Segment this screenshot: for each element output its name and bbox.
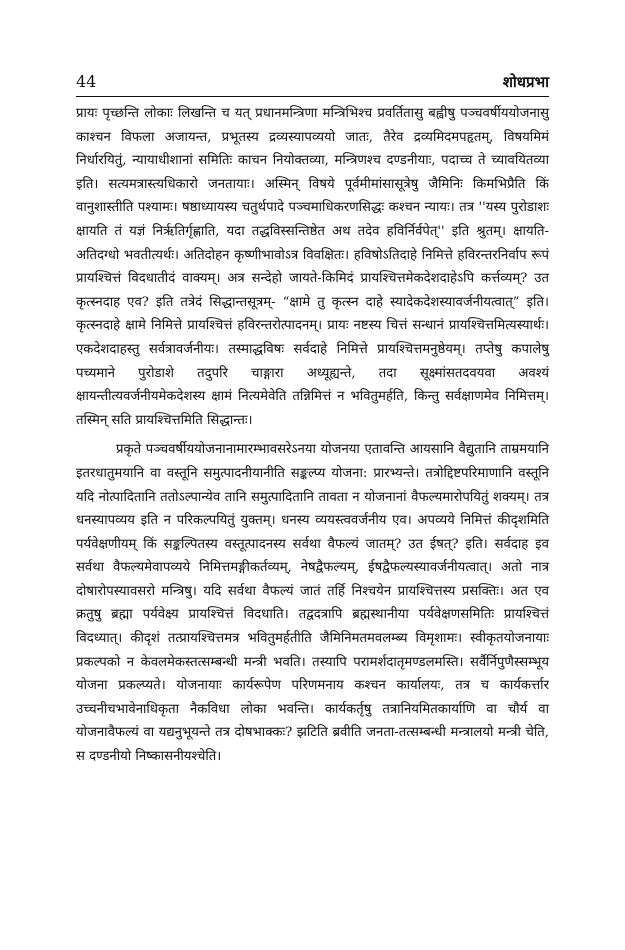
page-header (76, 70, 549, 97)
article-body (76, 102, 549, 769)
paragraph: प्रकृते पञ्चवर्षीययोजनानामारम्भावसरेऽनया योजनया एतावन्ति आयसानि वैद्युतानि ताम्रमयानि इतरधातुमयानि वा वस्तूनि समुत्पादनीयानीति सङ्कल्प्य योजना: प्रारभ्यन्ते। तत्रोद्दिष्टपरिमाणानि वस्तूनि यदि नोत्पादितानि ततोऽल्पान्येव तानि समुत्पादितानि तावता न योजनानां वैफल्यमारोपयितुं शक्यम्। तत्र धनस्यापव्यय इति न परिकल्पयितुं युक्तम्। धनस्य व्ययस्त्ववर्जनीय एव। अपव्यये निमित्तं कीदृशमिति पर्यवेक्षणीयम् किं सङ्कल्पितस्य वस्तूत्पादनस्य सर्वथा वैफल्यं जातम्? उत ईषत्? इति। सर्वदाह इव सर्वथा वैफल्यमेवापव्यये निमित्तमङ्गीकर्तव्यम्, नेषद्वैफल्यम्, ईषद्वैफल्यस्यावर्जनीयत्वात्। अतो नात्र दोषारोपस्यावसरो मन्त्रिषु। यदि सर्वथा वैफल्यं जातं तर्हि निश्चयेन प्रायश्चित्तस्य प्रसक्तिः। अत एव क्रतुषु ब्रह्मा पर्यवेक्ष्य प्रायश्चित्तं विदधाति। तद्वदत्रापि ब्रह्मस्थानीया पर्यवेक्षणसमितिः प्रायश्चित्तं विदध्यात्। कीदृशं तत्प्रायश्चित्तमत्र भवितुमर्हतीति जैमिनिमतमवलम्ब्य विमृशामः। स्वीकृतयोजनायाः प्रकल्पको न केवलमेकस्तत्सम्बन्धी मन्त्री भवति। तस्यापि परामर्शदातृमण्डलमस्ति। सर्वैर्निपुणैस्सम्भूय योजना प्रकल्प्यते। योजनायाः कार्यरूपेण परिणमनाय कश्चन कार्यालयः, तत्र च कार्यकर्त्तार उच्चनीचभावेनाधिकृता नैकविधा लोका भवन्ति। कार्यकर्तृषु तत्रानियमितकार्याणि वा चौर्य वा योजनावैफल्यं वा यद्यनुभूयन्ते तत्र दोषभाक्कः? झटिति ब्रवीति जनता-तत्सम्बन्धी मन्त्रालयो मन्त्री चेति, स दण्डनीयो निष्कासनीयश्चेति। (76, 442, 549, 765)
journal-title: शोधप्रभा (502, 73, 549, 91)
page-number: 44 (76, 72, 97, 91)
paragraph: प्रायः पृच्छन्ति लोकाः लिखन्ति च यत् प्रधानमन्त्रिणा मन्त्रिभिश्च प्रवर्तितासु बह्वीषु पञ्चवर्षीययोजनासु काश्चन विफला अजायन्त, प्रभूतस्य द्रव्यस्यापव्ययो जातः, तैरेव द्रव्यमिदमपहृतम्, विषयमिमं निर्धारयितुं, न्यायाधीशानां समितिः काचन नियोक्तव्या, मन्त्रिणश्च दण्डनीयाः, पदाच्च ते च्यावयितव्या इति। सत्यमत्रास्त्यधिकारो जनतायाः। अस्मिन् विषये पूर्वमीमांसासूत्रेषु जैमिनिः किमभिप्रैति किं वानुशास्तीति पश्यामः। षष्ठाध्यायस्य चतुर्थपादे पञ्चमाधिकरणसिद्धः कश्चन न्यायः। तत्र ''यस्य पुरोडाशः क्षायति तं यज्ञं निर्ऋतिर्गृह्णाति, यदा तद्धविस्सन्तिष्ठेत अथ तदेव हविर्निर्वपेत्'' इति श्रुतम्। क्षायति-अतिदग्धो भवतीत्यर्थः। अतिदोहन कृष्णीभावोऽत्र विवक्षितः। हविषोऽतिदाहे निमित्ते हविरन्तरनिर्वाप रूपं प्रायश्चित्तं विदधातीदं वाक्यम्। अत्र सन्देहो जायते-किमिदं प्रायश्चित्तमेकदेशदाहेऽपि कर्त्तव्यम्? उत कृत्स्नदाह एव? इति तत्रेदं सिद्धान्तसूत्रम्- “क्षामे तु कृत्स्न दाहे स्यादेकदेशस्यावर्जनीयत्वात्” इति। कृत्स्नदाहे क्षामे निमित्ते प्रायश्चित्तं हविरन्तरोत्पादनम्। प्रायः नष्टस्य चित्तं सन्धानं प्रायश्चित्तमित्यस्यार्थः। एकदेशदाहस्तु सर्वत्रावर्जनीयः। तस्माद्धविषः सर्वदाहे निमित्ते प्रायश्चित्तमनुष्ठेयम्। तप्तेषु कपालेषु पच्यमाने पुरोडाशे तदुपरि चाङ्गारा अध्यूह्यन्ते, तदा सूक्ष्मांसतदवयवा अवश्यं क्षायन्तीत्यवर्जनीयमेकदेशस्य क्षामं नित्यमेवेति तन्निमित्तं न भवितुमर्हति, किन्तु सर्वक्षाणमेव निमित्तम्। तस्मिन् सति प्रायश्चित्तमिति सिद्धान्तः। (76, 106, 549, 428)
